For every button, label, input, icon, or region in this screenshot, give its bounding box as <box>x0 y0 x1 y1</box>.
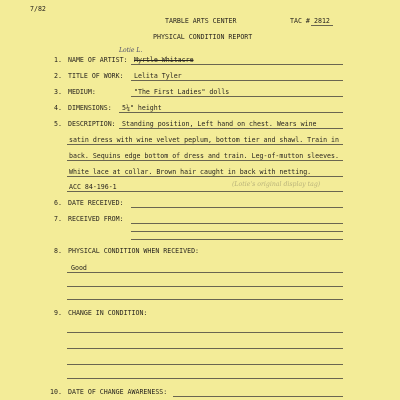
field-4-number: 4. <box>54 104 62 112</box>
field-6-number: 6. <box>54 199 62 207</box>
medium-line <box>131 96 343 97</box>
change-label: CHANGE IN CONDITION: <box>68 309 148 317</box>
dimensions-value: 5¼" height <box>122 104 162 112</box>
medium-label: MEDIUM: <box>68 88 96 96</box>
received-from-label: RECEIVED FROM: <box>68 215 124 223</box>
medium-value: "The First Ladies" dolls <box>134 88 230 96</box>
artist-correction-note: Lotie L. <box>119 47 143 54</box>
change-date-label: DATE OF CHANGE AWARENESS: <box>68 388 168 396</box>
description-line-4: White lace at collar. Brown hair caught in back with netting. <box>69 168 312 176</box>
change-rule-4 <box>67 378 343 379</box>
change-rule-1 <box>67 332 343 333</box>
change-date-line <box>173 396 343 397</box>
condition-received-value: Good <box>71 264 87 272</box>
field-5-number: 5. <box>54 120 62 128</box>
received-from-line-3 <box>131 239 343 240</box>
report-title: PHYSICAL CONDITION REPORT <box>153 33 253 41</box>
date-received-line <box>131 207 343 208</box>
field-3-number: 3. <box>54 88 62 96</box>
title-line <box>131 80 343 81</box>
tac-label: TAC # <box>290 17 310 25</box>
tac-underline <box>311 25 333 26</box>
description-label: DESCRIPTION: <box>68 120 116 128</box>
artist-label: NAME OF ARTIST: <box>68 56 128 64</box>
field-8-number: 8. <box>54 247 62 255</box>
report-date: 7/82 <box>30 5 46 13</box>
title-value: Lelita Tyler <box>134 72 182 80</box>
dimensions-label: DIMENSIONS: <box>68 104 112 112</box>
field-1-number: 1. <box>54 56 62 64</box>
description-line-3: back. Sequins edge bottom of dress and train. Leg-of-mutton sleeves. <box>69 152 339 160</box>
field-10-number: 10. <box>50 388 62 396</box>
accession-number: ACC 84-196-1 <box>69 183 117 191</box>
date-received-label: DATE RECEIVED: <box>68 199 124 207</box>
description-rule-3 <box>67 160 343 161</box>
tac-number: 2812 <box>314 17 330 25</box>
condition-rule-2 <box>67 286 343 287</box>
condition-received-label: PHYSICAL CONDITION WHEN RECEIVED: <box>68 247 200 255</box>
institution-name: TARBLE ARTS CENTER <box>165 17 237 25</box>
dimensions-line <box>119 112 343 113</box>
description-rule-1 <box>119 128 343 129</box>
received-from-line-1 <box>131 223 343 224</box>
condition-rule-1 <box>67 272 343 273</box>
field-7-number: 7. <box>54 215 62 223</box>
field-2-number: 2. <box>54 72 62 80</box>
field-9-number: 9. <box>54 309 62 317</box>
change-rule-2 <box>67 348 343 349</box>
received-from-line-2 <box>131 231 343 232</box>
description-line-1: Standing position, Left hand on chest. Wears wine <box>122 120 317 128</box>
description-line-2: satin dress with wine velvet peplum, bottom tier and shawl. Train in <box>69 136 339 144</box>
condition-rule-3 <box>67 299 343 300</box>
artist-line <box>131 64 343 65</box>
title-label: TITLE OF WORK: <box>68 72 124 80</box>
description-rule-2 <box>67 144 343 145</box>
description-rule-4 <box>67 176 343 177</box>
change-rule-3 <box>67 364 343 365</box>
display-tag-note: (Lotie's original display tag) <box>232 181 321 188</box>
description-rule-5 <box>67 191 343 192</box>
artist-value: Myrtle Whitacre <box>134 56 194 64</box>
